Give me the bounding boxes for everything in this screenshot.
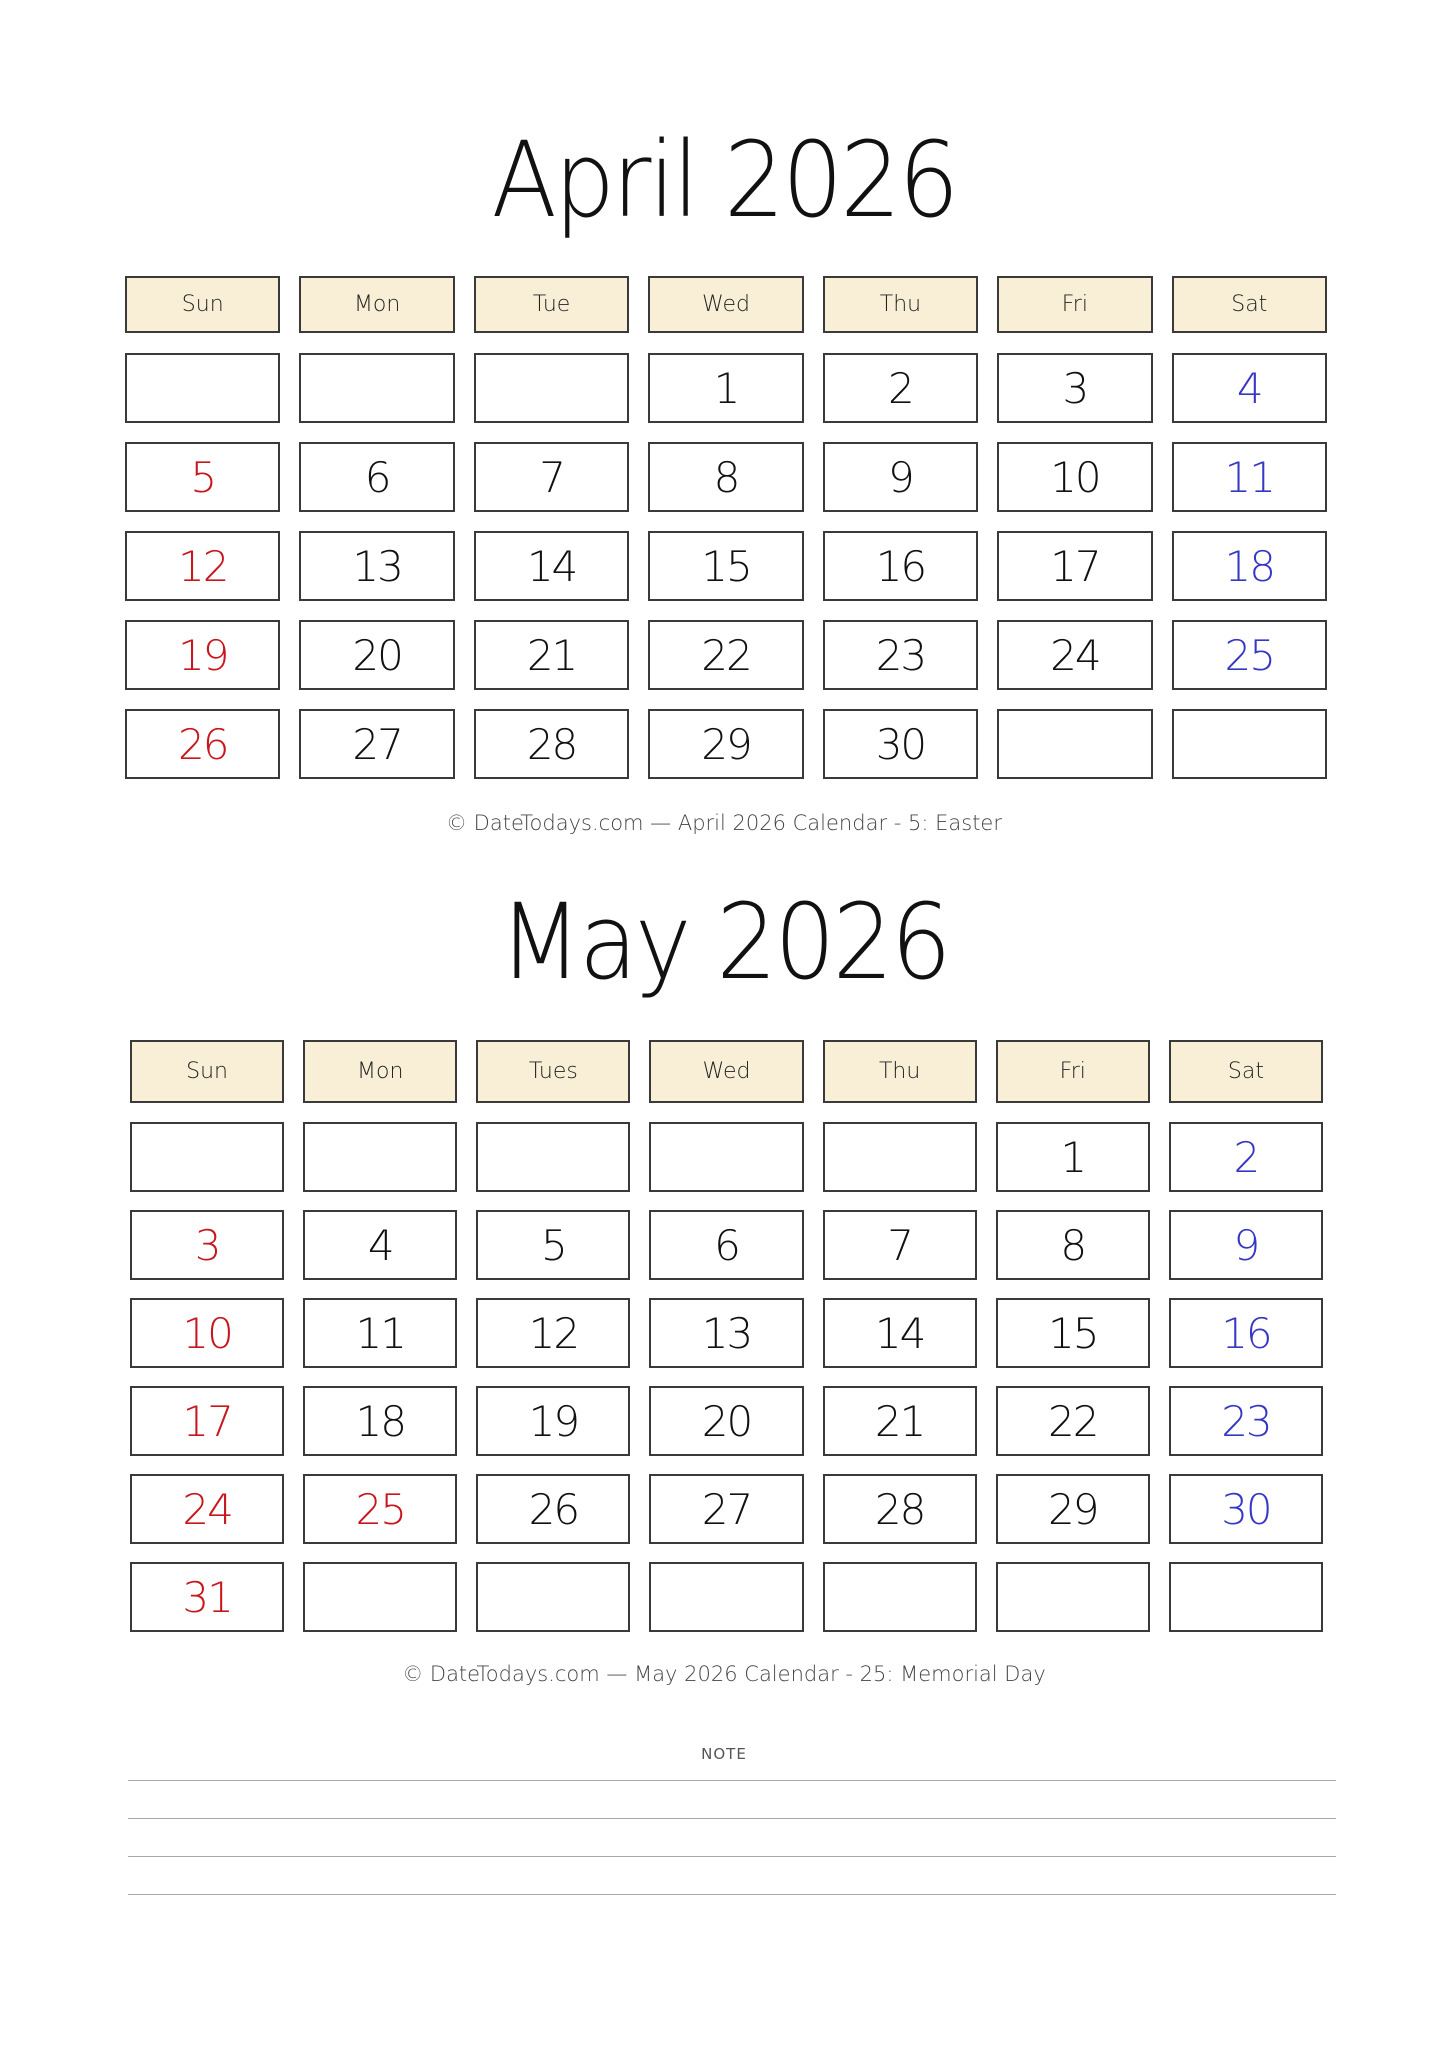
- day-cell: 19: [476, 1386, 630, 1456]
- day-cell: 11: [303, 1298, 457, 1368]
- weekday-header-cell: Sun: [125, 276, 280, 333]
- april-weekday-header: [125, 276, 1327, 333]
- day-cell: 24: [130, 1474, 284, 1544]
- weekday-header-cell: Mon: [299, 276, 454, 333]
- weekday-header-cell: Tues: [476, 1040, 630, 1103]
- empty-day-cell: [996, 1562, 1150, 1632]
- day-cell: 30: [1169, 1474, 1323, 1544]
- empty-day-cell: [997, 709, 1152, 779]
- day-cell: 30: [823, 709, 978, 779]
- weekday-header-cell: Sat: [1172, 276, 1327, 333]
- day-cell: 20: [299, 620, 454, 690]
- day-cell: 27: [649, 1474, 803, 1544]
- empty-day-cell: [649, 1562, 803, 1632]
- day-cell: 14: [823, 1298, 977, 1368]
- april-caption: © DateTodays.com — April 2026 Calendar - 5: Easter: [446, 811, 1002, 835]
- day-cell: 22: [996, 1386, 1150, 1456]
- day-cell: 4: [303, 1210, 457, 1280]
- day-cell: 28: [474, 709, 629, 779]
- day-cell: 8: [996, 1210, 1150, 1280]
- day-cell: 26: [125, 709, 280, 779]
- weekday-header-cell: Thu: [823, 276, 978, 333]
- day-cell: 9: [1169, 1210, 1323, 1280]
- empty-day-cell: [476, 1122, 630, 1192]
- empty-day-cell: [125, 353, 280, 423]
- empty-day-cell: [823, 1562, 977, 1632]
- day-cell: 13: [649, 1298, 803, 1368]
- day-cell: 3: [997, 353, 1152, 423]
- weekday-header-cell: Fri: [996, 1040, 1150, 1103]
- day-cell: 23: [823, 620, 978, 690]
- day-cell: 27: [299, 709, 454, 779]
- day-cell: 8: [648, 442, 803, 512]
- note-line: [128, 1780, 1336, 1781]
- note-line: [128, 1894, 1336, 1895]
- empty-day-cell: [1169, 1562, 1323, 1632]
- may-caption: © DateTodays.com — May 2026 Calendar - 25: Memorial Day: [402, 1662, 1046, 1686]
- day-cell: 25: [303, 1474, 457, 1544]
- note-label: NOTE: [701, 1745, 747, 1763]
- weekday-header-cell: Wed: [648, 276, 803, 333]
- day-cell: 5: [125, 442, 280, 512]
- day-cell: 15: [996, 1298, 1150, 1368]
- empty-day-cell: [823, 1122, 977, 1192]
- day-cell: 3: [130, 1210, 284, 1280]
- empty-day-cell: [476, 1562, 630, 1632]
- day-cell: 26: [476, 1474, 630, 1544]
- day-cell: 10: [997, 442, 1152, 512]
- may-weekday-header: [130, 1040, 1323, 1103]
- day-cell: 31: [130, 1562, 284, 1632]
- weekday-header-cell: Fri: [997, 276, 1152, 333]
- empty-day-cell: [299, 353, 454, 423]
- day-cell: 28: [823, 1474, 977, 1544]
- day-cell: 2: [823, 353, 978, 423]
- day-cell: 14: [474, 531, 629, 601]
- day-cell: 24: [997, 620, 1152, 690]
- day-cell: 29: [648, 709, 803, 779]
- april-day-grid: [125, 353, 1327, 779]
- day-cell: 9: [823, 442, 978, 512]
- day-cell: 6: [299, 442, 454, 512]
- day-cell: 16: [823, 531, 978, 601]
- weekday-header-cell: Tue: [474, 276, 629, 333]
- day-cell: 2: [1169, 1122, 1323, 1192]
- day-cell: 5: [476, 1210, 630, 1280]
- day-cell: 20: [649, 1386, 803, 1456]
- day-cell: 1: [648, 353, 803, 423]
- day-cell: 1: [996, 1122, 1150, 1192]
- day-cell: 10: [130, 1298, 284, 1368]
- day-cell: 29: [996, 1474, 1150, 1544]
- day-cell: 21: [823, 1386, 977, 1456]
- empty-day-cell: [1172, 709, 1327, 779]
- day-cell: 17: [130, 1386, 284, 1456]
- day-cell: 25: [1172, 620, 1327, 690]
- empty-day-cell: [130, 1122, 284, 1192]
- weekday-header-cell: Sat: [1169, 1040, 1323, 1103]
- day-cell: 19: [125, 620, 280, 690]
- weekday-header-cell: Thu: [823, 1040, 977, 1103]
- day-cell: 11: [1172, 442, 1327, 512]
- day-cell: 21: [474, 620, 629, 690]
- weekday-header-cell: Wed: [649, 1040, 803, 1103]
- day-cell: 7: [474, 442, 629, 512]
- day-cell: 4: [1172, 353, 1327, 423]
- note-line: [128, 1818, 1336, 1819]
- weekday-header-cell: Mon: [303, 1040, 457, 1103]
- empty-day-cell: [303, 1562, 457, 1632]
- day-cell: 22: [648, 620, 803, 690]
- day-cell: 12: [125, 531, 280, 601]
- may-day-grid: [130, 1122, 1323, 1632]
- day-cell: 18: [303, 1386, 457, 1456]
- empty-day-cell: [474, 353, 629, 423]
- empty-day-cell: [303, 1122, 457, 1192]
- day-cell: 18: [1172, 531, 1327, 601]
- day-cell: 16: [1169, 1298, 1323, 1368]
- day-cell: 17: [997, 531, 1152, 601]
- weekday-header-cell: Sun: [130, 1040, 284, 1103]
- day-cell: 15: [648, 531, 803, 601]
- day-cell: 23: [1169, 1386, 1323, 1456]
- day-cell: 13: [299, 531, 454, 601]
- note-line: [128, 1856, 1336, 1857]
- empty-day-cell: [649, 1122, 803, 1192]
- day-cell: 12: [476, 1298, 630, 1368]
- april-title: April 2026: [491, 119, 957, 241]
- day-cell: 7: [823, 1210, 977, 1280]
- may-title: May 2026: [499, 881, 949, 1003]
- day-cell: 6: [649, 1210, 803, 1280]
